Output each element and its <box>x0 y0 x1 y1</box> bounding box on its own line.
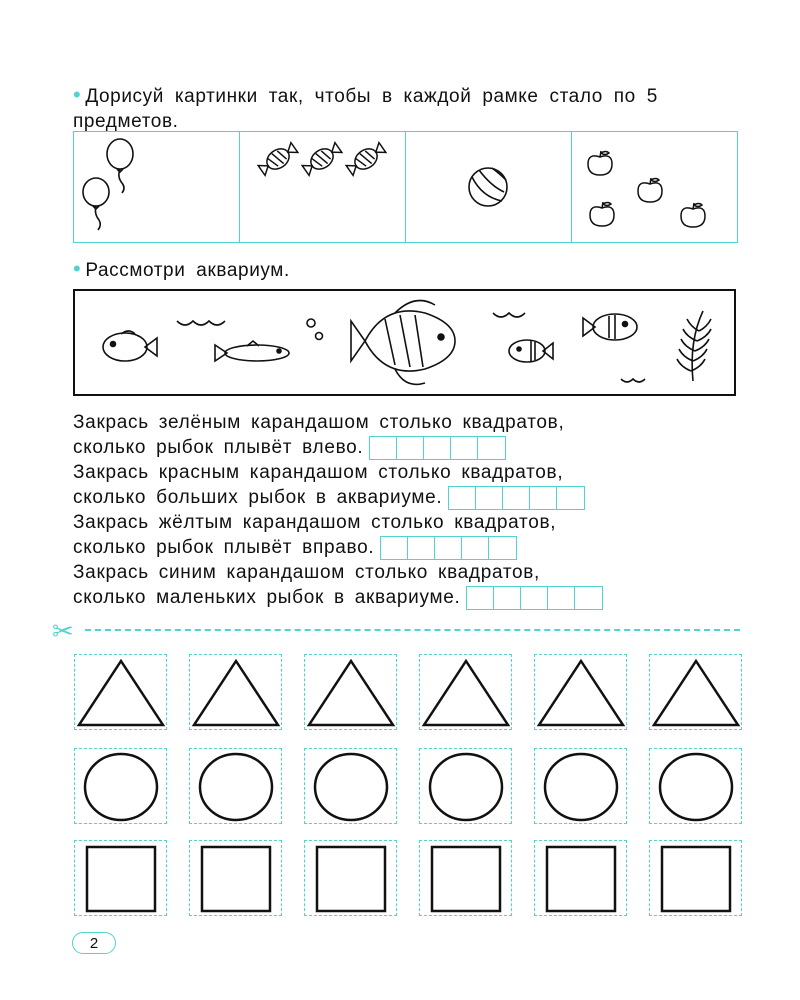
answer-boxes[interactable] <box>466 586 603 610</box>
question-1 <box>73 410 603 460</box>
question-2 <box>73 460 603 510</box>
fish-icon <box>509 340 553 362</box>
answer-box[interactable] <box>494 587 521 609</box>
square-card <box>534 840 627 916</box>
circle-shape <box>430 754 502 820</box>
question-line: Закрась зелёным карандашом столько квадратов, <box>73 412 565 433</box>
circle-card <box>419 748 512 824</box>
triangle-shape <box>309 661 393 725</box>
triangle-shape <box>194 661 278 725</box>
circle-card <box>189 748 282 824</box>
circle-shape <box>660 754 732 820</box>
triangle-card <box>304 654 397 730</box>
frame-apples <box>572 132 737 242</box>
circle-shape <box>85 754 157 820</box>
square-shape <box>547 847 615 911</box>
square-card <box>74 840 167 916</box>
answer-boxes[interactable] <box>369 436 506 460</box>
question-line: сколько рыбок плывёт влево. <box>73 437 364 458</box>
frame-candies <box>240 132 406 242</box>
square-shape <box>87 847 155 911</box>
picture-frames <box>73 131 738 243</box>
answer-box[interactable] <box>397 437 424 459</box>
answer-box[interactable] <box>476 487 503 509</box>
square-shape <box>202 847 270 911</box>
circle-card <box>649 748 742 824</box>
question-list <box>73 410 603 610</box>
question-line: сколько больших рыбок в аквариуме. <box>73 487 443 508</box>
square-card <box>649 840 742 916</box>
bullet-icon: • <box>73 256 82 281</box>
answer-box[interactable] <box>467 587 494 609</box>
scissors-icon: ✂ <box>52 616 74 646</box>
answer-box[interactable] <box>370 437 397 459</box>
triangle-shape <box>79 661 163 725</box>
page-number: 2 <box>72 932 116 954</box>
question-line: сколько маленьких рыбок в аквариуме. <box>73 587 461 608</box>
triangle-card <box>189 654 282 730</box>
bubble-icon <box>307 319 315 327</box>
triangle-shape <box>654 661 738 725</box>
wave-icon <box>493 313 525 317</box>
answer-box[interactable] <box>424 437 451 459</box>
task2-instruction <box>73 256 290 283</box>
answer-box[interactable] <box>408 537 435 559</box>
task1-instruction <box>73 82 743 134</box>
question-line: Закрась синим карандашом столько квадратов, <box>73 562 541 583</box>
answer-box[interactable] <box>503 487 530 509</box>
triangle-card <box>419 654 512 730</box>
fish-icon <box>103 331 157 361</box>
answer-box[interactable] <box>521 587 548 609</box>
balloon-icon <box>74 132 238 242</box>
circle-card <box>534 748 627 824</box>
question-3 <box>73 510 603 560</box>
square-shape <box>662 847 730 911</box>
answer-box[interactable] <box>530 487 557 509</box>
fish-icon <box>215 341 289 361</box>
answer-box[interactable] <box>462 537 489 559</box>
square-card <box>419 840 512 916</box>
circle-shape <box>545 754 617 820</box>
triangle-shape <box>539 661 623 725</box>
square-shape <box>317 847 385 911</box>
frame-balloons <box>74 132 240 242</box>
triangle-card <box>74 654 167 730</box>
wave-icon <box>621 379 645 382</box>
circle-card <box>304 748 397 824</box>
circle-shape <box>200 754 272 820</box>
answer-box[interactable] <box>435 537 462 559</box>
bullet-icon: • <box>73 82 82 107</box>
aquarium-scene <box>75 291 735 395</box>
square-shape <box>432 847 500 911</box>
square-card <box>189 840 282 916</box>
task1-text: Дорисуй картинки так, чтобы в каждой рамке стало по 5 предметов. <box>73 86 658 132</box>
question-line: сколько рыбок плывёт вправо. <box>73 537 375 558</box>
frame-ball <box>406 132 572 242</box>
answer-box[interactable] <box>478 437 505 459</box>
fish-icon <box>583 314 637 340</box>
apple-icon <box>572 132 736 242</box>
bubble-icon <box>316 333 323 340</box>
answer-boxes[interactable] <box>380 536 517 560</box>
triangle-card <box>649 654 742 730</box>
answer-box[interactable] <box>557 487 584 509</box>
answer-box[interactable] <box>575 587 602 609</box>
triangle-shape <box>424 661 508 725</box>
triangle-card <box>534 654 627 730</box>
big-fish-icon <box>351 301 455 385</box>
question-line: Закрась жёлтым карандашом столько квадратов, <box>73 512 557 533</box>
answer-box[interactable] <box>449 487 476 509</box>
task2-text: Рассмотри аквариум. <box>85 260 290 281</box>
aquarium <box>73 289 736 396</box>
answer-box[interactable] <box>381 537 408 559</box>
answer-box[interactable] <box>548 587 575 609</box>
square-card <box>304 840 397 916</box>
answer-box[interactable] <box>451 437 478 459</box>
answer-boxes[interactable] <box>448 486 585 510</box>
wave-icon <box>177 321 225 325</box>
answer-box[interactable] <box>489 537 516 559</box>
ball-icon <box>406 132 570 242</box>
circle-card <box>74 748 167 824</box>
cut-line <box>85 629 740 631</box>
candy-icon <box>240 132 404 242</box>
question-line: Закрась красным карандашом столько квадратов, <box>73 462 564 483</box>
seaweed-icon <box>677 311 711 381</box>
circle-shape <box>315 754 387 820</box>
question-4 <box>73 560 603 610</box>
